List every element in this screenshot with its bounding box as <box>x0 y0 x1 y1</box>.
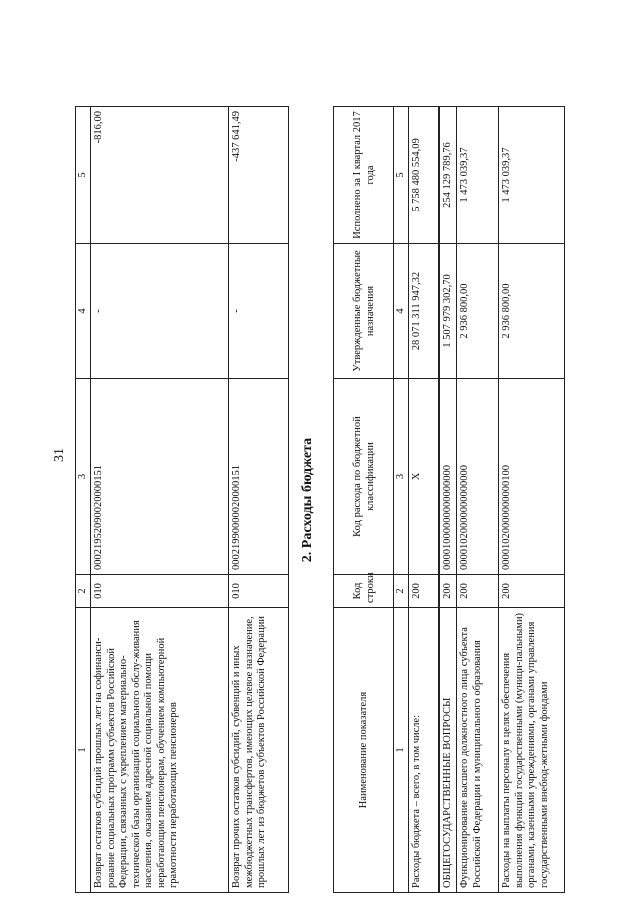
income-table-continued <box>75 106 289 893</box>
col-number: 5 <box>394 107 409 244</box>
row-executed: 1 473 039,37 <box>457 107 499 244</box>
row-executed: 1 473 039,37 <box>499 107 565 244</box>
row-class-code: 00021990000020000151 <box>229 379 289 575</box>
row-approved: 2 936 800,00 <box>457 244 499 379</box>
table-row <box>457 107 499 893</box>
row-line-code: 200 <box>409 575 439 608</box>
col-number: 1 <box>76 608 91 893</box>
row-executed: -437 641,49 <box>229 107 289 244</box>
col-number: 5 <box>76 107 91 244</box>
page-number: 31 <box>52 448 67 462</box>
col-number: 1 <box>394 608 409 893</box>
row-approved: - <box>91 244 229 379</box>
row-approved: 1 507 979 302,70 <box>439 244 457 379</box>
row-name: Возврат прочих остатков субсидий, субвенций и иных межбюджетных трансфертов, имеющих целевое назначение, прошлых лет из бюджетов субъектов Российской Федерации <box>229 608 289 893</box>
row-line-code: 200 <box>457 575 499 608</box>
row-line-code: 010 <box>91 575 229 608</box>
row-class-code: 00001000000000000000 <box>439 379 457 575</box>
col-number: 4 <box>76 244 91 379</box>
column-number-row <box>76 107 91 893</box>
row-approved: - <box>229 244 289 379</box>
header-approved: Утвержденные бюджетные назначения <box>334 244 394 379</box>
header-line-code: Код строки <box>334 575 394 608</box>
expenditure-table <box>333 106 565 893</box>
header-class-code: Код расхода по бюджетной классификации <box>334 379 394 575</box>
row-approved: 28 071 311 947,32 <box>409 244 439 379</box>
row-name: Функционирование высшего должностного лица субъекта Российской Федерации и муниципального образования <box>457 608 499 893</box>
col-number: 3 <box>76 379 91 575</box>
row-name: Расходы на выплаты персоналу в целях обеспечения выполнения функций государственными (муници-пальными) органами, казенными учреждениями, органами управления государственными внебюд-жетными фондами <box>499 608 565 893</box>
table-row <box>499 107 565 893</box>
row-class-code: X <box>409 379 439 575</box>
row-line-code: 200 <box>439 575 457 608</box>
col-number: 3 <box>394 379 409 575</box>
row-executed: 254 129 789,76 <box>439 107 457 244</box>
row-line-code: 200 <box>499 575 565 608</box>
row-class-code: 00001020000000000000 <box>457 379 499 575</box>
row-executed: 5 758 480 554,09 <box>409 107 439 244</box>
table-row <box>91 107 229 893</box>
row-approved: 2 936 800,00 <box>499 244 565 379</box>
row-name: ОБЩЕГОСУДАРСТВЕННЫЕ ВОПРОСЫ <box>439 608 457 893</box>
section-title: 2. Расходы бюджета <box>300 437 315 563</box>
row-class-code: 00021952090020000151 <box>91 379 229 575</box>
col-number: 2 <box>394 575 409 608</box>
header-executed: Исполнено за I квартал 2017 года <box>334 107 394 244</box>
col-number: 2 <box>76 575 91 608</box>
col-number: 4 <box>394 244 409 379</box>
table-row <box>229 107 289 893</box>
row-name: Возврат остатков субсидий прошлых лет на софинанси-рование социальных программ субъектов Российской Федерации, связанных с укреплением материально-технической базы организаций социального обслу-живания населения, оказанием адресной социальной помощи неработающим пенсионерам, обучением компьютерной грамотности неработающих пенсионеров <box>91 608 229 893</box>
table-row <box>439 107 457 893</box>
row-class-code: 00001020000000000100 <box>499 379 565 575</box>
row-executed: -816,00 <box>91 107 229 244</box>
table-row <box>409 107 439 893</box>
header-name: Наименование показателя <box>334 608 394 893</box>
row-line-code: 010 <box>229 575 289 608</box>
row-name: Расходы бюджета – всего, в том числе: <box>409 608 439 893</box>
header-row <box>334 107 394 893</box>
column-number-row <box>394 107 409 893</box>
